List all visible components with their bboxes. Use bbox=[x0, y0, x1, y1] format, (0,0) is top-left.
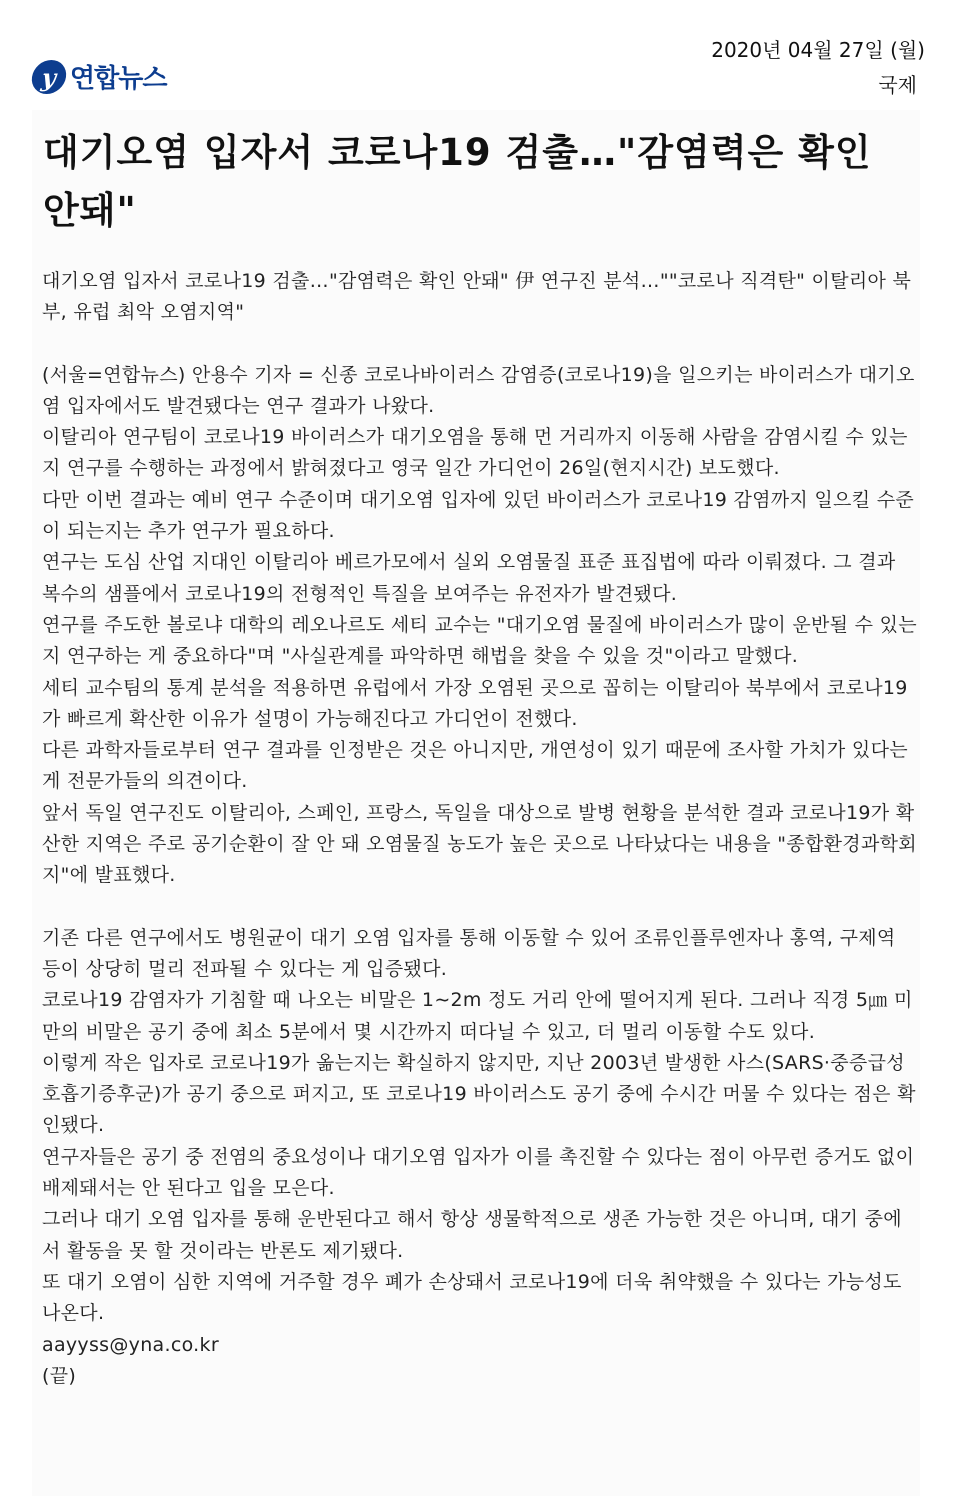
article-paragraph: 다른 과학자들로부터 연구 결과를 인정받은 것은 아니지만, 개연성이 있기 때문에 조사할 가치가 있다는 게 전문가들의 의견이다. bbox=[42, 739, 908, 793]
article-paragraph: aayyss@yna.co.kr bbox=[42, 1333, 219, 1356]
article-paragraph: 연구자들은 공기 중 전염의 중요성이나 대기오염 입자가 이를 촉진할 수 있다는 점이 아무런 증거도 없이 배제돼서는 안 된다고 입을 모은다. bbox=[42, 1145, 915, 1200]
article-headline: 대기오염 입자서 코로나19 검출…"감염력은 확인 안돼" bbox=[43, 131, 872, 232]
article-paragraph: 연구를 주도한 볼로냐 대학의 레오나르도 세티 교수는 "대기오염 물질에 바이러스가 많이 운반될 수 있는지 연구하는 게 중요하다"며 "사실관계를 파악하면 해법을 찾을 수 있을 것"이라고 말했다. bbox=[42, 613, 917, 668]
article-paragraph: 세티 교수팀의 통계 분석을 적용하면 유럽에서 가장 오염된 곳으로 꼽히는 이탈리아 북부에서 코로나19 가 빠르게 확산한 이유가 설명이 가능해진다고 가디언이 전했다. bbox=[42, 676, 908, 730]
logo-text: 연합뉴스 bbox=[70, 64, 167, 94]
article-paragraph: 대기오염 입자서 코로나19 검출…"감염력은 확인 안돼" 伊 연구진 분석…""코로나 직격탄" 이탈리아 북부, 유럽 최악 오염지역" bbox=[42, 270, 912, 324]
article-paragraph: 앞서 독일 연구진도 이탈리아, 스페인, 프랑스, 독일을 대상으로 발병 현황을 분석한 결과 코로나19가 확산한 지역은 주로 공기순환이 잘 안 돼 오염물질 농도가 높은 곳으로 나타났다는 내용을 "종합환경과학회지"에 발표했다. bbox=[42, 801, 917, 887]
publish-date: 2020년 04월 27일 (월) bbox=[711, 38, 925, 62]
yonhap-logo-icon: y bbox=[30, 60, 69, 94]
yonhap-logo[interactable] bbox=[32, 58, 166, 95]
article-paragraph: 코로나19 감염자가 기침할 때 나오는 비말은 1∼2m 정도 거리 안에 떨어지게 된다. 그러나 직경 5㎛ 미만의 비말은 공기 중에 최소 5분에서 몇 시간까지 떠다닐 수 있고, 더 멀리 이동할 수도 있다. bbox=[42, 989, 913, 1043]
article-paragraph: 다만 이번 결과는 예비 연구 수준이며 대기오염 입자에 있던 바이러스가 코로나19 감염까지 일으킬 수준이 되는지는 추가 연구가 필요하다. bbox=[42, 488, 915, 543]
article-paragraph: 이렇게 작은 입자로 코로나19가 옮는지는 확실하지 않지만, 지난 2003년 발생한 사스(SARS·중증급성호흡기증후군)가 공기 중으로 퍼지고, 또 코로나19 바이러스도 공기 중에 수시간 머물 수 있다는 점은 확인됐다. bbox=[42, 1051, 916, 1137]
section-label: 국제 bbox=[878, 73, 917, 97]
article-paragraph: 연구는 도심 산업 지대인 이탈리아 베르가모에서 실외 오염물질 표준 표집법에 따라 이뤄졌다. 그 결과 복수의 샘플에서 코로나19의 전형적인 특질을 보여주는 유전자가 발견됐다. bbox=[42, 551, 896, 605]
article-paragraph: (서울=연합뉴스) 안용수 기자 = 신종 코로나바이러스 감염증(코로나19)을 일으키는 바이러스가 대기오염 입자에서도 발견됐다는 연구 결과가 나왔다. bbox=[42, 363, 915, 417]
article-body bbox=[42, 266, 920, 1392]
article-paragraph: 기존 다른 연구에서도 병원균이 대기 오염 입자를 통해 이동할 수 있어 조류인플루엔자나 홍역, 구제역 등이 상당히 멀리 전파될 수 있다는 게 입증됐다. bbox=[42, 926, 896, 980]
paragraph-spacer bbox=[42, 892, 920, 923]
page-header bbox=[0, 0, 953, 110]
article-paragraph: (끝) bbox=[42, 1364, 77, 1387]
article-paragraph: 이탈리아 연구팀이 코로나19 바이러스가 대기오염을 통해 먼 거리까지 이동해 사람을 감염시킬 수 있는지 연구를 수행하는 과정에서 밝혀졌다고 영국 일간 가디언이 26일(현지시간) 보도했다. bbox=[42, 426, 908, 480]
article-paragraph: 그러나 대기 오염 입자를 통해 운반된다고 해서 항상 생물학적으로 생존 가능한 것은 아니며, 대기 중에서 활동을 못 할 것이라는 반론도 제기됐다. bbox=[42, 1208, 902, 1262]
paragraph-spacer bbox=[42, 329, 920, 360]
article-paragraph: 또 대기 오염이 심한 지역에 거주할 경우 폐가 손상돼서 코로나19에 더욱 취약했을 수 있다는 가능성도 나온다. bbox=[42, 1270, 902, 1325]
